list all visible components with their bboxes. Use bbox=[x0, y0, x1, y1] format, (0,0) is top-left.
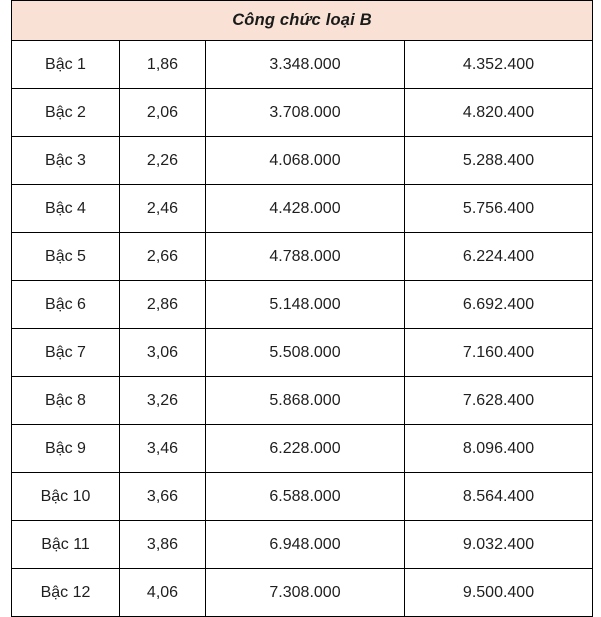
table-row bbox=[12, 89, 593, 137]
table-row bbox=[12, 377, 593, 425]
new-salary-cell: 9.032.400 bbox=[405, 521, 593, 569]
new-salary-cell: 8.096.400 bbox=[405, 425, 593, 473]
old-salary-cell: 6.588.000 bbox=[206, 473, 405, 521]
table-row bbox=[12, 137, 593, 185]
new-salary-cell: 4.820.400 bbox=[405, 89, 593, 137]
grade-cell: Bậc 10 bbox=[12, 473, 120, 521]
old-salary-cell: 3.708.000 bbox=[206, 89, 405, 137]
old-salary-cell: 6.948.000 bbox=[206, 521, 405, 569]
table-body bbox=[12, 41, 593, 617]
table-row bbox=[12, 41, 593, 89]
coefficient-cell: 2,86 bbox=[120, 281, 206, 329]
grade-cell: Bậc 5 bbox=[12, 233, 120, 281]
old-salary-cell: 4.428.000 bbox=[206, 185, 405, 233]
coefficient-cell: 3,46 bbox=[120, 425, 206, 473]
old-salary-cell: 5.508.000 bbox=[206, 329, 405, 377]
coefficient-cell: 3,66 bbox=[120, 473, 206, 521]
grade-cell: Bậc 4 bbox=[12, 185, 120, 233]
coefficient-cell: 2,46 bbox=[120, 185, 206, 233]
new-salary-cell: 7.160.400 bbox=[405, 329, 593, 377]
grade-cell: Bậc 9 bbox=[12, 425, 120, 473]
coefficient-cell: 3,86 bbox=[120, 521, 206, 569]
salary-table-container bbox=[11, 0, 592, 617]
old-salary-cell: 5.148.000 bbox=[206, 281, 405, 329]
grade-cell: Bậc 3 bbox=[12, 137, 120, 185]
old-salary-cell: 5.868.000 bbox=[206, 377, 405, 425]
new-salary-cell: 4.352.400 bbox=[405, 41, 593, 89]
table-head bbox=[12, 1, 593, 41]
table-row bbox=[12, 569, 593, 617]
old-salary-cell: 4.788.000 bbox=[206, 233, 405, 281]
old-salary-cell: 6.228.000 bbox=[206, 425, 405, 473]
new-salary-cell: 7.628.400 bbox=[405, 377, 593, 425]
old-salary-cell: 3.348.000 bbox=[206, 41, 405, 89]
new-salary-cell: 6.224.400 bbox=[405, 233, 593, 281]
table-row bbox=[12, 281, 593, 329]
new-salary-cell: 8.564.400 bbox=[405, 473, 593, 521]
coefficient-cell: 3,26 bbox=[120, 377, 206, 425]
grade-cell: Bậc 12 bbox=[12, 569, 120, 617]
table-row bbox=[12, 329, 593, 377]
table-title: Công chức loại B bbox=[12, 1, 593, 41]
grade-cell: Bậc 2 bbox=[12, 89, 120, 137]
grade-cell: Bậc 11 bbox=[12, 521, 120, 569]
table-title-row bbox=[12, 1, 593, 41]
table-row bbox=[12, 473, 593, 521]
grade-cell: Bậc 6 bbox=[12, 281, 120, 329]
new-salary-cell: 6.692.400 bbox=[405, 281, 593, 329]
grade-cell: Bậc 1 bbox=[12, 41, 120, 89]
new-salary-cell: 5.288.400 bbox=[405, 137, 593, 185]
old-salary-cell: 7.308.000 bbox=[206, 569, 405, 617]
grade-cell: Bậc 8 bbox=[12, 377, 120, 425]
coefficient-cell: 1,86 bbox=[120, 41, 206, 89]
table-row bbox=[12, 425, 593, 473]
grade-cell: Bậc 7 bbox=[12, 329, 120, 377]
coefficient-cell: 4,06 bbox=[120, 569, 206, 617]
table-row bbox=[12, 233, 593, 281]
coefficient-cell: 2,26 bbox=[120, 137, 206, 185]
table-row bbox=[12, 521, 593, 569]
new-salary-cell: 5.756.400 bbox=[405, 185, 593, 233]
coefficient-cell: 2,66 bbox=[120, 233, 206, 281]
coefficient-cell: 2,06 bbox=[120, 89, 206, 137]
coefficient-cell: 3,06 bbox=[120, 329, 206, 377]
civil-servant-class-b-salary-table bbox=[11, 0, 593, 617]
table-row bbox=[12, 185, 593, 233]
old-salary-cell: 4.068.000 bbox=[206, 137, 405, 185]
new-salary-cell: 9.500.400 bbox=[405, 569, 593, 617]
